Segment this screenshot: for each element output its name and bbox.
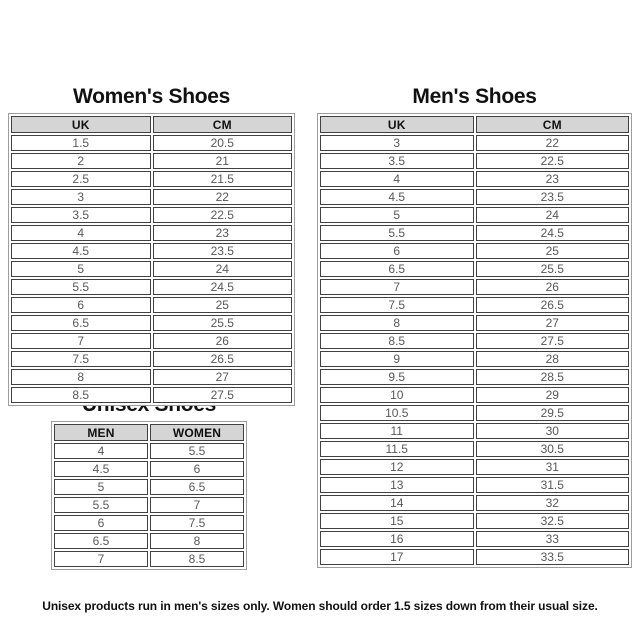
size-table-cell: 32.5 [476,513,630,529]
size-table-cell: 24.5 [153,279,293,295]
size-table-header-cell: UK [320,116,474,133]
size-table-cell: 1.5 [11,135,151,151]
size-table-cell: 24 [153,261,293,277]
size-table-cell: 5 [54,479,148,495]
table-row [54,533,244,549]
size-table-cell: 28 [476,351,630,367]
table-row [54,461,244,477]
size-table-cell: 25.5 [153,315,293,331]
table-row [320,279,629,295]
size-table-cell: 5.5 [150,443,244,459]
size-table-cell: 5 [320,207,474,223]
table-row [320,333,629,349]
mens-shoes-title: Men's Shoes [412,85,537,108]
size-table-cell: 8 [150,533,244,549]
unisex-size-table [51,421,247,570]
size-table-cell: 15 [320,513,474,529]
size-table-cell: 12 [320,459,474,475]
size-table-cell: 23 [476,171,630,187]
table-row [320,495,629,511]
table-row [320,513,629,529]
table-row [320,189,629,205]
size-table-cell: 3 [11,189,151,205]
size-table-header-cell: UK [11,116,151,133]
size-table-cell: 5.5 [11,279,151,295]
size-table-cell: 11.5 [320,441,474,457]
size-table-cell: 21.5 [153,171,293,187]
size-table-cell: 7 [150,497,244,513]
size-table-header-cell: MEN [54,424,148,441]
size-table-cell: 5.5 [320,225,474,241]
size-table-cell: 27.5 [153,387,293,403]
table-row [320,405,629,421]
table-row [11,261,292,277]
size-table-cell: 8 [320,315,474,331]
size-table-cell: 6 [11,297,151,313]
table-row [11,207,292,223]
womens-size-table [8,113,295,406]
size-table-cell: 33.5 [476,549,630,565]
size-table-cell: 9 [320,351,474,367]
size-table-cell: 20.5 [153,135,293,151]
table-row [320,207,629,223]
size-table-cell: 7.5 [320,297,474,313]
table-row [11,153,292,169]
table-row [320,423,629,439]
size-table-cell: 6 [150,461,244,477]
size-table-cell: 6.5 [11,315,151,331]
size-table-cell: 3.5 [320,153,474,169]
size-table-cell: 6 [320,243,474,259]
womens-shoes-title: Women's Shoes [72,85,231,108]
table-row [320,459,629,475]
table-row [320,369,629,385]
size-table-cell: 24 [476,207,630,223]
table-row [320,153,629,169]
size-table-cell: 8.5 [11,387,151,403]
size-table-cell: 22.5 [153,207,293,223]
table-row [11,351,292,367]
size-table-cell: 22 [476,135,630,151]
table-row [54,497,244,513]
table-row [320,261,629,277]
size-table-cell: 30.5 [476,441,630,457]
size-table-cell: 11 [320,423,474,439]
table-row [320,243,629,259]
size-table-cell: 10.5 [320,405,474,421]
size-table-cell: 4 [320,171,474,187]
size-table-cell: 6 [54,515,148,531]
table-row [320,387,629,403]
size-table-cell: 17 [320,549,474,565]
size-table-header-cell: WOMEN [150,424,244,441]
table-row [11,171,292,187]
size-table-cell: 22 [153,189,293,205]
table-header-row [320,116,629,133]
size-table-cell: 4.5 [11,243,151,259]
table-row [320,315,629,331]
size-table-cell: 27 [153,369,293,385]
size-table-cell: 23.5 [476,189,630,205]
size-table-cell: 5 [11,261,151,277]
size-table-cell: 8.5 [150,551,244,567]
size-table-cell: 26.5 [153,351,293,367]
size-table-cell: 2.5 [11,171,151,187]
size-table-cell: 6.5 [320,261,474,277]
size-table-cell: 28.5 [476,369,630,385]
size-table-cell: 13 [320,477,474,493]
table-row [11,333,292,349]
size-table-cell: 23.5 [153,243,293,259]
table-row [11,297,292,313]
table-row [320,549,629,565]
size-table-cell: 8.5 [320,333,474,349]
size-table-cell: 23 [153,225,293,241]
size-table-cell: 7 [54,551,148,567]
table-row [54,551,244,567]
size-table-cell: 4 [54,443,148,459]
table-row [320,351,629,367]
size-table-cell: 8 [11,369,151,385]
table-row [11,279,292,295]
size-table-cell: 7.5 [11,351,151,367]
size-table-cell: 7 [320,279,474,295]
size-table-cell: 26 [476,279,630,295]
mens-size-table [317,113,632,568]
size-table-cell: 27 [476,315,630,331]
size-table-cell: 7 [11,333,151,349]
size-table-cell: 16 [320,531,474,547]
table-row [54,515,244,531]
table-header-row [11,116,292,133]
size-table-cell: 29 [476,387,630,403]
size-table-cell: 26.5 [476,297,630,313]
size-table-cell: 5.5 [54,497,148,513]
size-table-cell: 32 [476,495,630,511]
size-table-cell: 6.5 [54,533,148,549]
size-table-header-cell: CM [153,116,293,133]
table-header-row [54,424,244,441]
table-row [54,479,244,495]
table-row [320,225,629,241]
size-table-cell: 3 [320,135,474,151]
size-table-cell: 21 [153,153,293,169]
size-table-cell: 10 [320,387,474,403]
table-row [11,225,292,241]
size-table-cell: 4 [11,225,151,241]
table-row [320,477,629,493]
size-table-cell: 6.5 [150,479,244,495]
table-row [11,369,292,385]
size-table-cell: 14 [320,495,474,511]
size-table-cell: 3.5 [11,207,151,223]
table-row [320,531,629,547]
size-table-cell: 7.5 [150,515,244,531]
size-table-cell: 31 [476,459,630,475]
table-row [320,441,629,457]
table-row [11,189,292,205]
size-table-cell: 30 [476,423,630,439]
size-table-cell: 25 [476,243,630,259]
table-row [11,387,292,403]
table-row [54,443,244,459]
size-table-cell: 4.5 [320,189,474,205]
footer-note: Unisex products run in men's sizes only. Women should order 1.5 sizes down from their usual size. [42,599,598,613]
table-row [11,243,292,259]
table-row [11,135,292,151]
size-table-cell: 9.5 [320,369,474,385]
size-table-cell: 29.5 [476,405,630,421]
table-row [320,171,629,187]
table-row [11,315,292,331]
size-table-cell: 2 [11,153,151,169]
size-table-cell: 25 [153,297,293,313]
size-table-cell: 24.5 [476,225,630,241]
size-table-cell: 4.5 [54,461,148,477]
size-table-cell: 25.5 [476,261,630,277]
size-table-cell: 33 [476,531,630,547]
size-table-cell: 26 [153,333,293,349]
table-row [320,135,629,151]
size-table-header-cell: CM [476,116,630,133]
size-table-cell: 27.5 [476,333,630,349]
size-table-cell: 22.5 [476,153,630,169]
table-row [320,297,629,313]
size-table-cell: 31.5 [476,477,630,493]
